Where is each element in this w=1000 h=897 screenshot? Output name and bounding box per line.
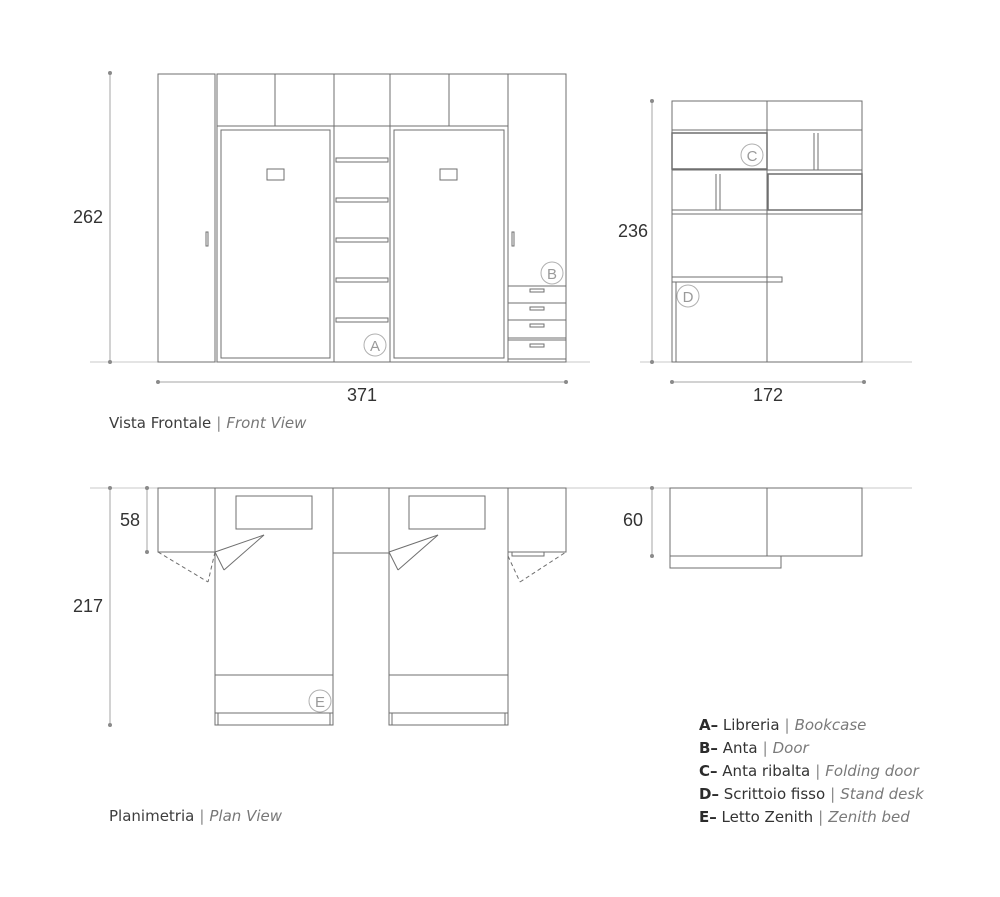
side-view	[640, 101, 912, 362]
plan-view	[90, 488, 912, 725]
legend-label-it: Letto Zenith	[721, 808, 814, 826]
legend-label-en: Zenith bed	[828, 808, 910, 826]
plan-depth-right-label: 60	[622, 510, 644, 530]
plan-view-caption: Planimetria | Plan View	[109, 807, 282, 825]
legend-item-b: B– Anta | Door	[699, 739, 809, 757]
side-width-label: 172	[752, 385, 784, 405]
front-view	[90, 74, 590, 362]
legend-code: D–	[699, 785, 719, 803]
side-height-label: 236	[617, 221, 649, 241]
front-width-label: 371	[346, 385, 378, 405]
legend-item-c: C– Anta ribalta | Folding door	[699, 762, 919, 780]
legend-label-en: Bookcase	[794, 716, 867, 734]
legend-label-en: Door	[772, 739, 809, 757]
legend-code: E–	[699, 808, 717, 826]
plan-view-caption-it: Planimetria	[109, 807, 195, 825]
legend-label-it: Scrittoio fisso	[723, 785, 826, 803]
legend-label-it: Anta ribalta	[722, 762, 811, 780]
front-view-caption-en: Front View	[226, 414, 307, 432]
legend-code: C–	[699, 762, 718, 780]
front-view-caption-it: Vista Frontale	[109, 414, 212, 432]
legend-label-it: Libreria	[722, 716, 780, 734]
legend-label-en: Stand desk	[840, 785, 924, 803]
front-height-label: 262	[72, 207, 104, 227]
plan-depth-total-label: 217	[72, 596, 104, 616]
legend-code: A–	[699, 716, 719, 734]
marker-d-label: D	[682, 289, 694, 306]
marker-b-label: B	[546, 266, 558, 283]
marker-a-label: A	[369, 338, 381, 355]
front-view-caption: Vista Frontale | Front View	[109, 414, 307, 432]
marker-c-label: C	[746, 148, 758, 165]
plan-view-caption-en: Plan View	[209, 807, 282, 825]
legend-label-en: Folding door	[825, 762, 919, 780]
legend	[699, 714, 924, 829]
plan-depth-left-label: 58	[119, 510, 141, 530]
marker-circles	[309, 144, 763, 712]
legend-code: B–	[699, 739, 718, 757]
legend-item-d: D– Scrittoio fisso | Stand desk	[699, 785, 924, 803]
marker-e-label: E	[314, 694, 326, 711]
legend-label-it: Anta	[722, 739, 758, 757]
legend-item-e: E– Letto Zenith | Zenith bed	[699, 808, 910, 826]
dimension-lines	[110, 73, 864, 725]
legend-item-a: A– Libreria | Bookcase	[699, 716, 867, 734]
